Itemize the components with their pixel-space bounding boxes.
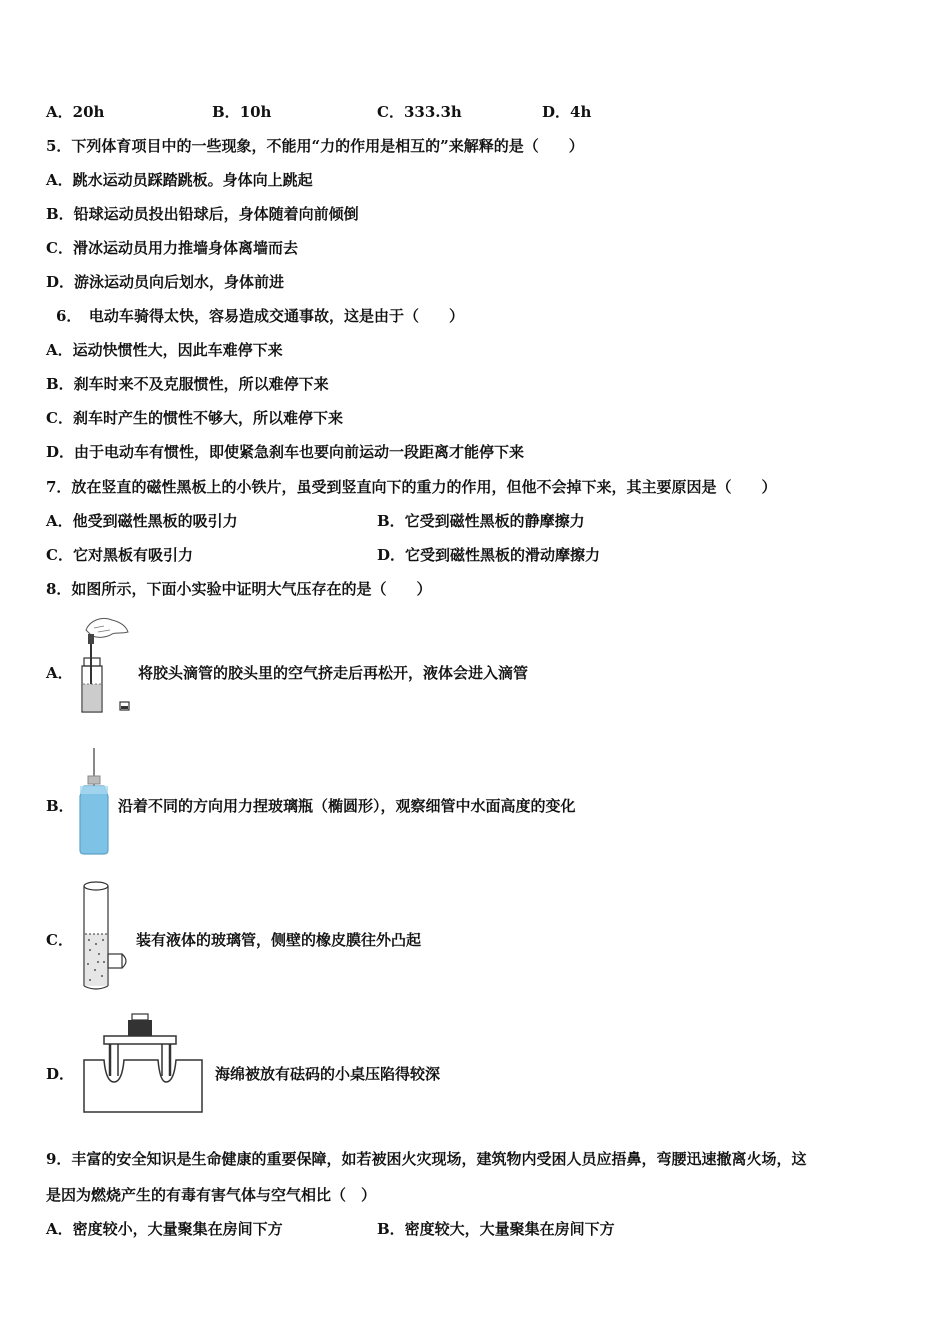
q8-option-b-text: 沿着不同的方向用力捏玻璃瓶（椭圆形），观察细管中水面高度的变化 [118, 797, 576, 815]
prev-option-a: A．20h [46, 103, 105, 121]
q8-option-c-letter: C． [46, 931, 73, 949]
prev-option-c: C．333.3h [377, 103, 462, 121]
q6-option-c: C．刹车时产生的惯性不够大，所以难停下来 [46, 409, 343, 427]
q7-stem: 7．放在竖直的磁性黑板上的小铁片，虽受到竖直向下的重力的作用，但他不会掉下来，其主要原因是（ ） [46, 478, 777, 496]
q6-option-a: A．运动快惯性大，因此车难停下来 [46, 341, 283, 359]
q9-stem-line1: 9．丰富的安全知识是生命健康的重要保障，如若被困火灾现场，建筑物内受困人员应捂鼻，弯腰迅速撤离火场，这 [46, 1150, 807, 1168]
sponge-table-figure [82, 1012, 206, 1116]
q5-option-a: A．跳水运动员踩踏跳板。身体向上跳起 [46, 171, 313, 189]
dropper-bottle-figure [72, 612, 134, 718]
q6-option-d: D．由于电动车有惯性，即使紧急刹车也要向前运动一段距离才能停下来 [46, 443, 525, 461]
prev-option-d: D．4h [542, 103, 592, 121]
q9-option-a: A．密度较小，大量聚集在房间下方 [46, 1220, 283, 1238]
q5-stem: 5．下列体育项目中的一些现象，不能用“力的作用是相互的”来解释的是（ ） [46, 137, 584, 155]
q7-option-a: A．他受到磁性黑板的吸引力 [46, 512, 238, 530]
q8-option-d-letter: D． [46, 1065, 75, 1083]
q7-option-b: B．它受到磁性黑板的静摩擦力 [377, 512, 585, 530]
glass-tube-figure [76, 878, 132, 994]
q5-option-d: D．游泳运动员向后划水，身体前进 [46, 273, 285, 291]
q8-option-d-text: 海绵被放有砝码的小桌压陷得较深 [215, 1065, 441, 1083]
glass-bottle-figure [72, 746, 116, 858]
q8-option-c-text: 装有液体的玻璃管，侧壁的橡皮膜往外凸起 [136, 931, 422, 949]
q8-option-a-text: 将胶头滴管的胶头里的空气挤走后再松开，液体会进入滴管 [138, 664, 529, 682]
q8-option-b-letter: B． [46, 797, 74, 815]
q8-stem: 8．如图所示，下面小实验中证明大气压存在的是（ ） [46, 580, 432, 598]
q6-option-b: B．刹车时来不及克服惯性，所以难停下来 [46, 375, 329, 393]
prev-option-b: B．10h [212, 103, 272, 121]
q7-option-c: C．它对黑板有吸引力 [46, 546, 193, 564]
q5-option-c: C．滑冰运动员用力推墙身体离墙而去 [46, 239, 298, 257]
q7-option-d: D．它受到磁性黑板的滑动摩擦力 [377, 546, 601, 564]
q8-option-a-letter: A． [46, 664, 73, 682]
q6-stem: 6． 电动车骑得太快，容易造成交通事故，这是由于（ ） [56, 307, 464, 325]
q5-option-b: B．铅球运动员投出铅球后，身体随着向前倾倒 [46, 205, 359, 223]
q9-stem-line2: 是因为燃烧产生的有毒有害气体与空气相比（ ） [46, 1186, 377, 1204]
q9-option-b: B．密度较大，大量聚集在房间下方 [377, 1220, 615, 1238]
